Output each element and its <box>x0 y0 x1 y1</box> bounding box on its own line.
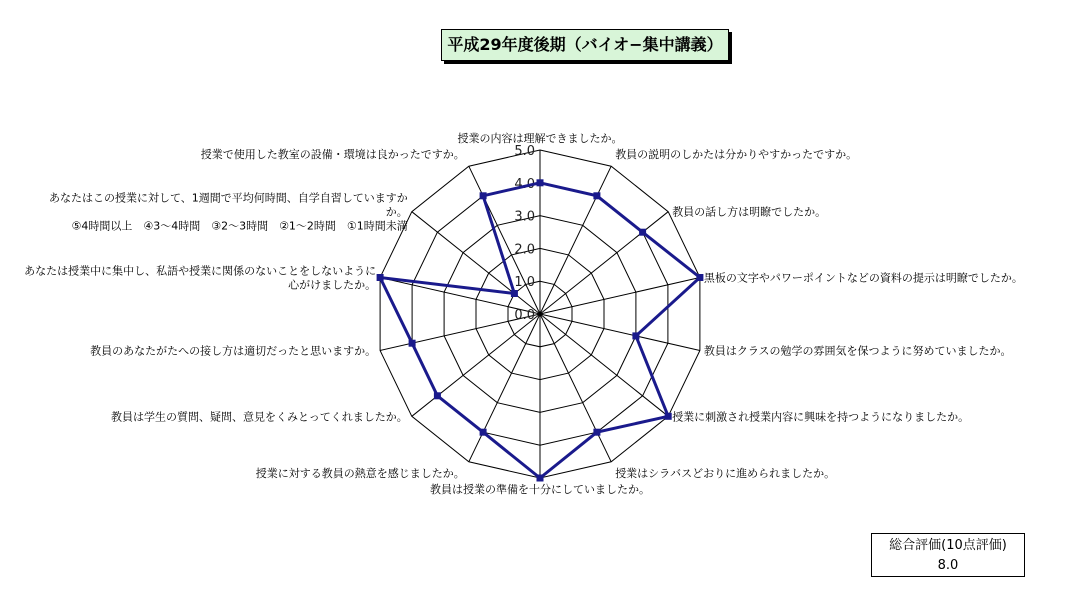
radar-grid <box>380 150 700 478</box>
data-point <box>480 429 487 436</box>
grid-spoke <box>540 314 700 351</box>
data-point <box>632 332 639 339</box>
data-point <box>480 192 487 199</box>
category-label-line: 教員は授業の準備を十分にしていましたか。 <box>430 483 650 496</box>
data-point <box>377 274 384 281</box>
data-point <box>593 192 600 199</box>
data-point <box>639 229 646 236</box>
category-label <box>458 131 623 145</box>
category-label-line: 授業の内容は理解できましたか。 <box>457 132 623 145</box>
category-label-line: 心がけましたか。 <box>288 278 377 292</box>
tick-label: 0.0 <box>514 308 535 323</box>
category-label <box>24 264 376 292</box>
category-label-line: 授業に刺激され授業内容に興味を持つようになりましたか。 <box>672 410 970 424</box>
category-label <box>90 344 376 358</box>
category-label <box>704 344 1012 358</box>
category-label <box>49 191 408 233</box>
category-label <box>615 147 857 161</box>
category-label-line: 授業はシラバスどおりに進められましたか。 <box>615 466 836 480</box>
tick-label: 5.0 <box>514 144 535 159</box>
data-point <box>434 392 441 399</box>
category-label-line: 授業で使用した教室の設備・環境は良かったですか。 <box>200 148 465 162</box>
data-point <box>665 413 672 420</box>
tick-label: 2.0 <box>514 242 535 258</box>
category-label-line: 教員のあなたがたへの接し方は適切だったと思いますか。 <box>90 344 377 358</box>
category-label <box>672 409 969 423</box>
category-label-line: 教員の話し方は明瞭でしたか。 <box>672 205 827 219</box>
grid-spoke <box>540 278 700 315</box>
category-label-line: 教員の説明のしかたは分かりやすかったですか。 <box>615 148 858 162</box>
data-point <box>511 290 518 297</box>
category-label-line: か。 <box>385 205 408 219</box>
category-label-line: 教員は学生の質問、疑問、意見をくみとってくれましたか。 <box>111 410 408 424</box>
data-point <box>593 429 600 436</box>
tick-label: 1.0 <box>514 275 535 291</box>
category-label <box>615 466 835 480</box>
category-label <box>201 147 465 161</box>
category-label-line: あなたは授業中に集中し、私語や授業に関係のないことをしないように <box>24 264 377 278</box>
category-label <box>672 205 826 219</box>
summary-value: 8.0 <box>937 558 959 573</box>
data-point <box>537 179 544 186</box>
category-label <box>704 271 1023 285</box>
category-label-line: 授業に対する教員の熱意を感じましたか。 <box>255 466 465 480</box>
data-point <box>409 340 416 347</box>
tick-label: 4.0 <box>514 176 535 192</box>
category-label-line: あなたはこの授業に対して、1週間で平均何時間、自学自習していますか <box>49 191 408 205</box>
category-label-line: ⑤4時間以上 ④3〜4時間 ③2〜3時間 ②1〜2時間 ①1時間未満 <box>71 219 408 233</box>
summary-label: 総合評価(10点評価) <box>889 538 1007 553</box>
category-label-line: 教員はクラスの勉学の雰囲気を保つように努めていましたか。 <box>703 344 1012 358</box>
data-point <box>537 475 544 482</box>
data-point <box>696 274 703 281</box>
category-label-line: 黒板の文字やパワーポイントなどの資料の提示は明瞭でしたか。 <box>703 271 1023 285</box>
chart-title: 平成29年度後期（バイオ−集中講義） <box>441 29 729 61</box>
tick-label: 3.0 <box>514 209 535 225</box>
summary-box <box>871 533 1025 577</box>
category-label <box>256 466 465 480</box>
category-label <box>430 482 650 496</box>
category-label <box>111 409 408 423</box>
